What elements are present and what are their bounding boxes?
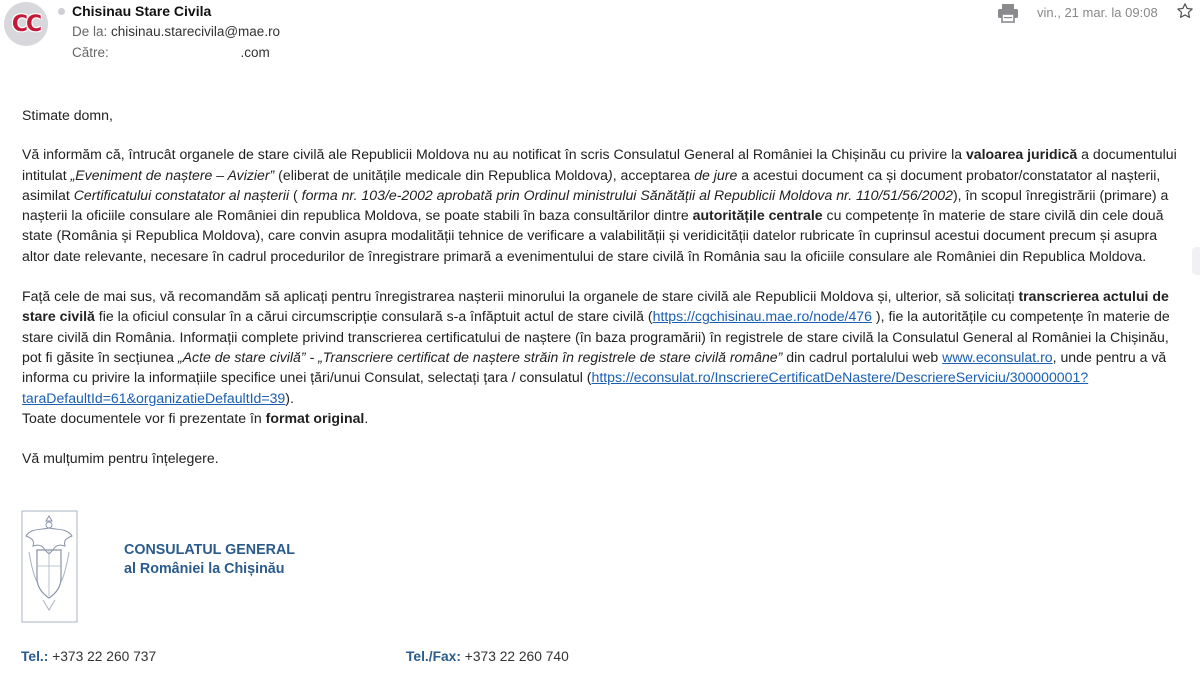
sender-avatar[interactable] [4, 2, 48, 46]
consulate-name-line1: CONSULATUL GENERAL [124, 542, 296, 558]
redacted-recipient [113, 47, 241, 59]
link-econsulat[interactable]: www.econsulat.ro [942, 348, 1053, 365]
greeting: Stimate domn, [22, 107, 113, 123]
fax-value[interactable]: +373 22 260 740 [464, 649, 569, 664]
from-label: De la: [72, 24, 108, 39]
link-cgchisinau[interactable]: https://cgchisinau.mae.ro/node/476 [652, 308, 872, 325]
tel-label: Tel.: [21, 649, 49, 664]
message-body [22, 105, 1180, 468]
paragraph-legal-value: Vă informăm că, întrucât organele de stare civilă ale Republicii Moldova nu au notificat în scris Consulatul General al României la Chișinău cu privire la valoarea juridică a documentului intitulat „Eveniment de naștere – Avizier” (eliberat de unitățile medicale din Republica Moldova), acceptarea de jure a acestui document ca și document probator/constatator al nașterii, asimilat Certificatului constatator al nașterii ( forma nr. 103/e-2002 aprobată prin Ordinul ministrului Sănătății al Republicii Moldova nr. 110/51/56/2002), în scopul înregistrării (primare) a nașterii la oficiile consulare ale României din republica Moldova, se poate stabili în baza consultărilor dintre autoritățile centrale cu competențe în materie de stare civilă din cele două state (România și Republica Moldova), care convin asupra modalității tehnice de verificare a valabilității și veridicității datelor rubricate în cuprinsul acestui document precum și asupra altor date relevante, necesare în cadrul procedurilor de înregistrare primară a evenimentului de stare civilă în România sau la oficiile consulare ale României din Republica Moldova. [22, 146, 1177, 264]
romania-coat-of-arms-icon [21, 510, 78, 623]
scroll-handle[interactable] [1192, 247, 1200, 275]
to-label: Către: [72, 45, 109, 60]
consulate-name [124, 541, 295, 579]
paragraph-recommendation: Față cele de mai sus, vă recomandăm să aplicați pentru înregistrarea nașterii minorului la organele de stare civilă ale Republicii Moldova și, ulterior, să solicitați transcrierea actului de stare civilă fie la oficiul consular în a cărui circumscripție consulară s-a înfăptuit actul de stare civilă (https://cgchisinau.mae.ro/node/476 ), fie la autoritățile cu competențe în materie de stare civilă din România. Informații complete privind transcrierea certificatului de naștere (în baza programării) în registrele de stare civilă la Consulatul General al României la Chișinău, pot fi găsite în secțiunea „Acte de stare civilă” - „Transcriere certificat de naștere străin în registrele de stare civilă române” din cadrul portalului web www.econsulat.ro, unde pentru a vă informa cu privire la informațiile specifice unei țări/unui Consulat, selectați țara / consulatul (https://econsulat.ro/InscriereCertificatDeNastere/DescriereServiciu/300000001?taraDefaultId=61&organizatieDefaultId=39). [22, 288, 1170, 406]
link-econsulat-service[interactable]: https://econsulat.ro/InscriereCertificatDeNastere/DescriereServiciu/300000001?taraDefaultId=61&organizatieDefaultId=39 [22, 369, 1089, 406]
from-address[interactable]: chisinau.starecivila@mae.ro [111, 24, 281, 39]
presence-indicator [58, 8, 65, 15]
from-row [72, 24, 280, 39]
to-address-suffix[interactable]: .com [240, 45, 270, 60]
sender-name[interactable]: Chisinau Stare Civila [72, 3, 212, 19]
phone-tel [21, 649, 156, 664]
avatar-initials: CC [11, 11, 41, 37]
thanks-line: Vă mulțumim pentru înțelegere. [22, 450, 219, 467]
printer-icon[interactable] [997, 3, 1019, 23]
consulate-name-line2: al României la Chișinău [124, 561, 285, 577]
phone-fax [406, 649, 569, 664]
to-row [72, 45, 270, 60]
tel-value[interactable]: +373 22 260 737 [52, 649, 157, 664]
paragraph-original-docs: Toate documentele vor fi prezentate în format original. [22, 409, 369, 426]
fax-label: Tel./Fax: [406, 649, 461, 664]
star-icon[interactable] [1176, 2, 1194, 20]
message-date: vin., 21 mar. la 09:08 [1037, 5, 1158, 20]
